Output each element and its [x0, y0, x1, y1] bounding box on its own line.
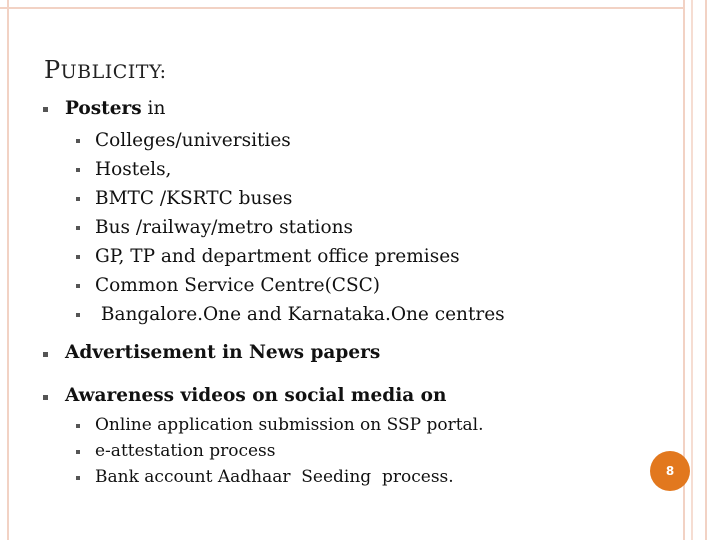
list-item: Online application submission on SSP portal. [95, 415, 484, 435]
bullet-icon [76, 476, 80, 480]
bullet-icon [76, 168, 80, 172]
bullet-icon [76, 139, 80, 143]
posters-label-bold: Posters [65, 98, 142, 119]
list-item: e-attestation process [95, 441, 276, 461]
posters-label-rest: in [141, 98, 166, 119]
list-item: BMTC /KSRTC buses [95, 188, 293, 209]
bullet-icon [76, 197, 80, 201]
title-initial: P [44, 56, 61, 84]
advertisement-heading: Advertisement in News papers [65, 342, 381, 363]
list-item: Bus /railway/metro stations [95, 217, 354, 238]
posters-heading [65, 98, 165, 119]
bullet-icon [43, 352, 48, 357]
list-item: Common Service Centre(CSC) [95, 275, 380, 296]
list-item: GP, TP and department office premises [95, 246, 460, 267]
bullet-icon [76, 226, 80, 230]
bullet-icon [76, 284, 80, 288]
list-item: Bank account Aadhaar Seeding process. [95, 467, 454, 487]
bullet-icon [76, 255, 80, 259]
bullet-icon [76, 313, 80, 317]
title-rest: UBLICITY: [60, 61, 167, 83]
slide-title [44, 56, 167, 84]
awareness-heading: Awareness videos on social media on [65, 385, 447, 406]
frame-right-inner-line [691, 0, 693, 540]
frame-top-line [0, 7, 700, 9]
page-number-badge: 8 [650, 451, 690, 491]
list-item: Bangalore.One and Karnataka.One centres [95, 304, 505, 325]
list-item: Hostels, [95, 159, 172, 180]
bullet-icon [43, 107, 48, 112]
bullet-icon [76, 450, 80, 454]
frame-left-line [7, 0, 9, 540]
bullet-icon [76, 424, 80, 428]
list-item: Colleges/universities [95, 130, 291, 151]
bullet-icon [43, 395, 48, 400]
